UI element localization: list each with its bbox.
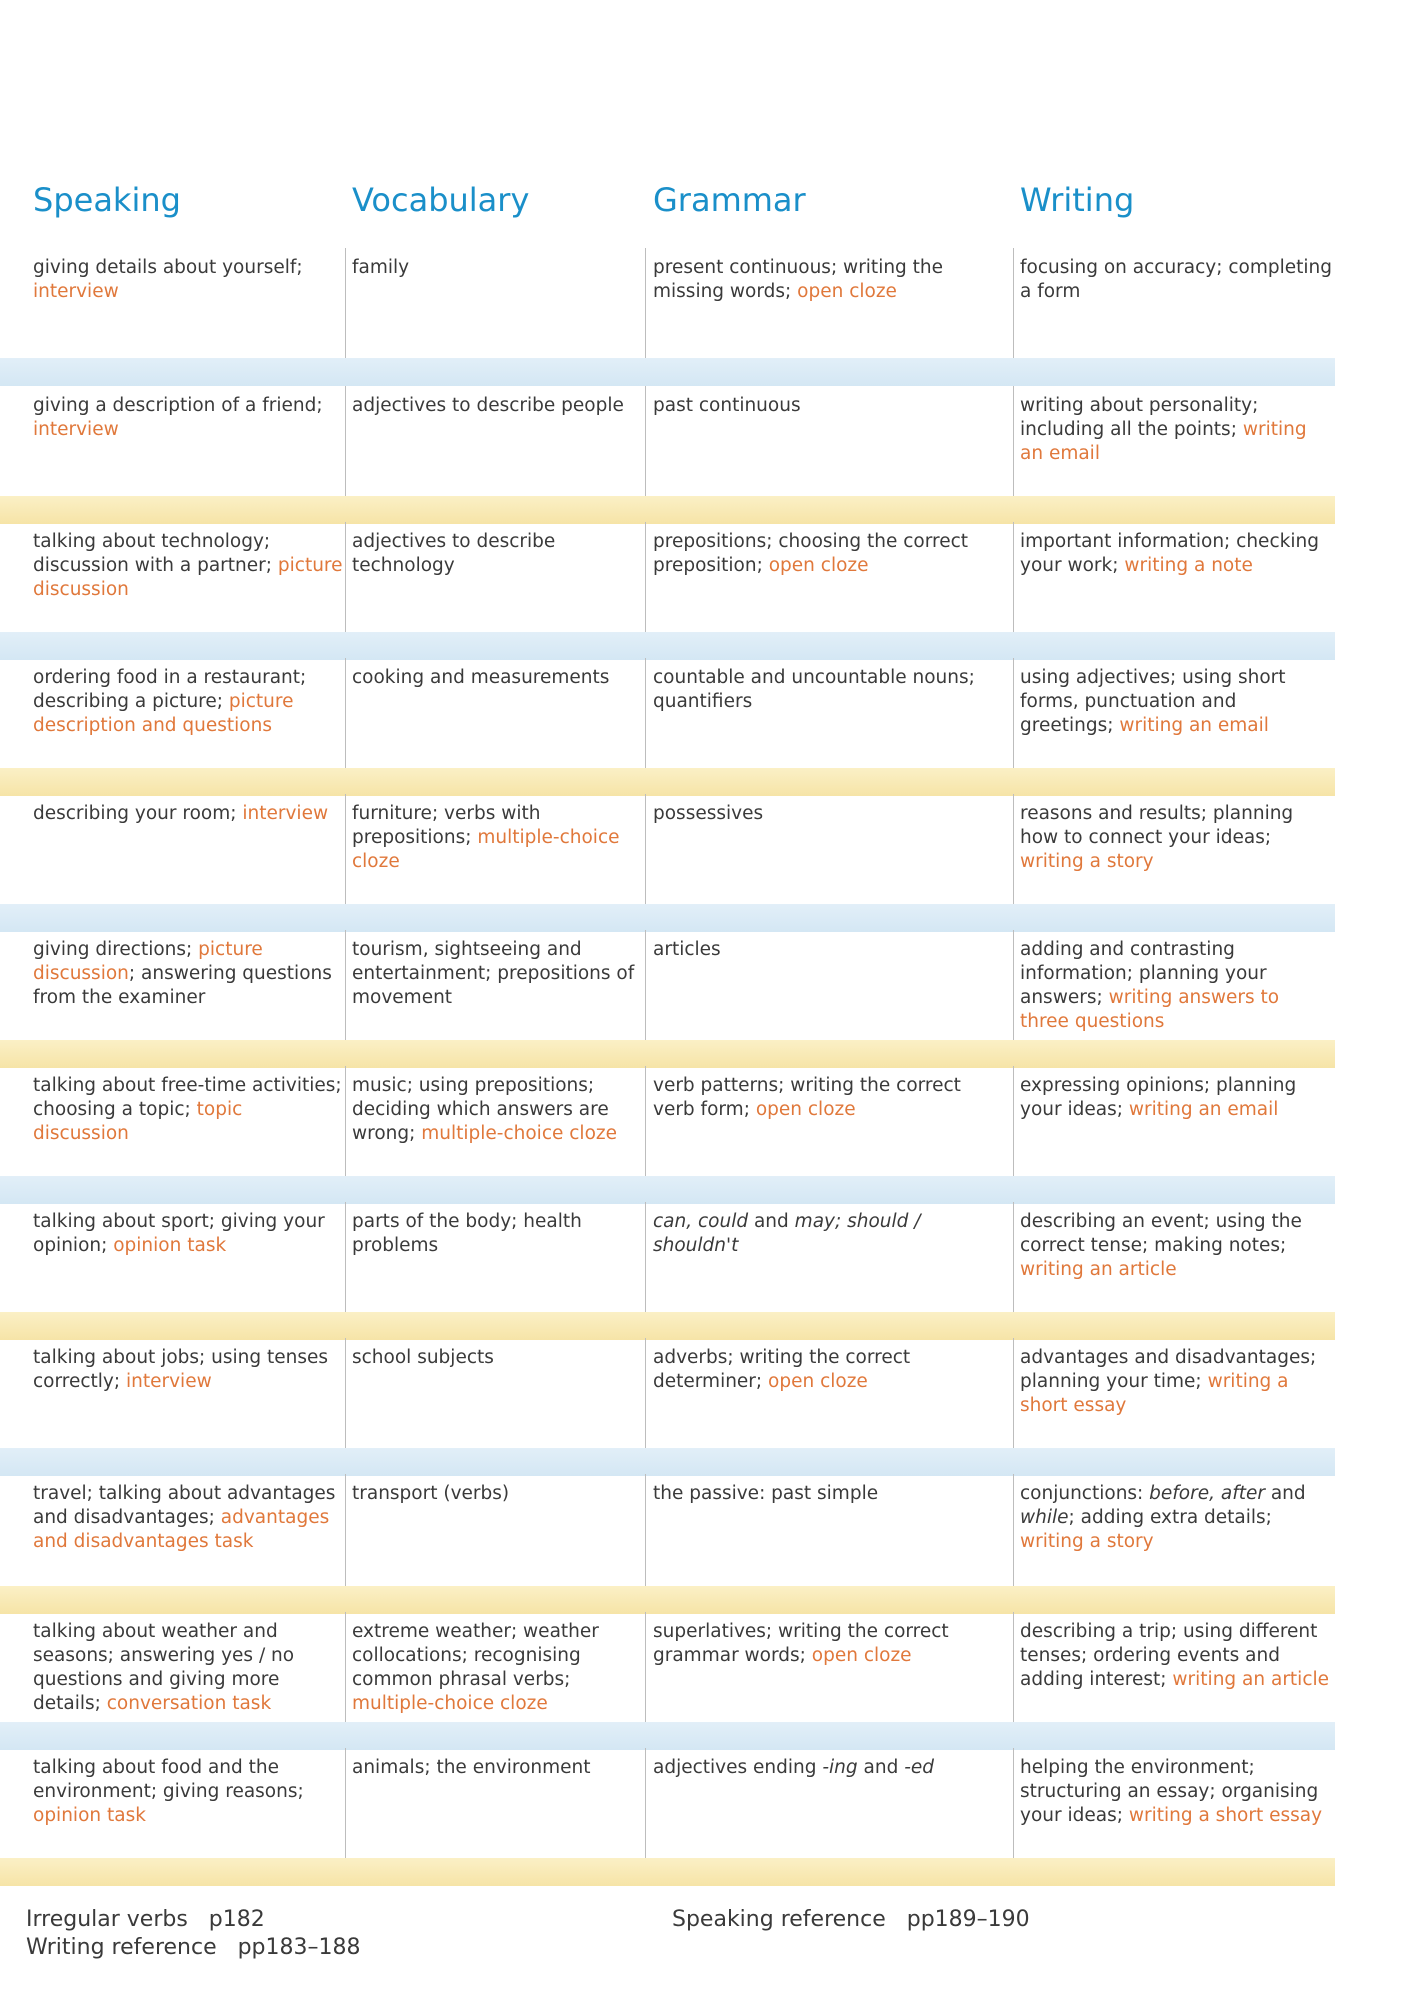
writing-cell — [1020, 938, 1332, 1034]
cell-text: transport (verbs) — [352, 1483, 510, 1504]
cell-text: present continuous; writing the missing words; — [653, 257, 944, 302]
column-divider — [1013, 1612, 1014, 1722]
cell-text: and — [748, 1211, 795, 1232]
speaking-cell — [33, 1074, 343, 1146]
exam-task: multiple-choice cloze — [352, 827, 620, 872]
speaking-cell — [33, 256, 343, 304]
grammar-cell — [653, 802, 1008, 826]
writing-cell — [1020, 1074, 1332, 1122]
exam-task: picture description and questions — [33, 691, 294, 736]
speaking-cell — [33, 1756, 343, 1828]
cell-text: parts of the body; health problems — [352, 1211, 582, 1256]
column-divider — [1013, 658, 1014, 768]
column-divider — [345, 930, 346, 1040]
exam-task: topic discussion — [33, 1099, 243, 1144]
row-separator — [0, 1586, 1335, 1614]
grammar-cell — [653, 1482, 1008, 1506]
grammar-cell — [653, 394, 1008, 418]
cell-text: talking about weather and seasons; answering yes / no questions and giving more details; — [33, 1621, 295, 1714]
cell-text: furniture; verbs with prepositions; — [352, 803, 541, 848]
vocabulary-cell — [352, 256, 637, 280]
column-divider — [345, 658, 346, 768]
grammar-cell — [653, 938, 1008, 962]
vocabulary-cell — [352, 1210, 637, 1258]
vocabulary-cell — [352, 1756, 637, 1780]
column-divider — [345, 386, 346, 496]
cell-text: adjectives to describe people — [352, 395, 624, 416]
speaking-cell — [33, 1482, 343, 1554]
cell-text: important information; checking your work; — [1020, 531, 1319, 576]
exam-task: interview — [33, 419, 119, 440]
exam-task: interview — [242, 803, 329, 824]
row-separator — [0, 358, 1335, 386]
cell-text: extreme weather; weather collocations; recognising common phrasal verbs; — [352, 1621, 599, 1690]
cell-text-after: ; answering questions from the examiner — [33, 963, 332, 1008]
cell-text: reasons and results; planning how to connect your ideas; — [1020, 803, 1294, 848]
row-separator — [0, 1040, 1335, 1068]
writing-cell — [1020, 802, 1332, 874]
exam-task: writing a short essay — [1020, 1371, 1289, 1416]
exam-task: open cloze — [768, 1371, 868, 1392]
writing-cell — [1020, 256, 1332, 304]
cell-text: possessives — [653, 803, 764, 824]
column-divider — [645, 248, 646, 358]
column-divider — [1013, 1474, 1014, 1586]
exam-task: interview — [126, 1371, 212, 1392]
column-divider — [345, 1748, 346, 1858]
cell-text: past continuous — [653, 395, 801, 416]
cell-text: adverbs; writing the correct determiner; — [653, 1347, 911, 1392]
exam-task: writing an email — [1119, 715, 1269, 736]
exam-task: writing an article — [1020, 1259, 1177, 1280]
cell-text: travel; talking about advantages and disadvantages; — [33, 1483, 336, 1528]
column-divider — [645, 1338, 646, 1448]
exam-task: opinion task — [33, 1805, 146, 1826]
speaking-cell — [33, 1210, 343, 1258]
exam-task: interview — [33, 281, 119, 302]
footer-irregular-verbs — [26, 1907, 265, 1932]
column-divider — [645, 930, 646, 1040]
cell-text: talking about free-time activities; choosing a topic; — [33, 1075, 342, 1120]
irregular-verbs-page: p182 — [208, 1907, 265, 1932]
speaking-cell — [33, 1620, 343, 1716]
header-speaking: Speaking — [33, 181, 181, 219]
column-divider — [1013, 1202, 1014, 1312]
cell-text: talking about food and the environment; giving reasons; — [33, 1757, 304, 1802]
cell-text: describing a trip; using different tenses; ordering events and adding interest; — [1020, 1621, 1318, 1690]
row-separator — [0, 768, 1335, 796]
cell-text: giving directions; — [33, 939, 193, 960]
grammar-cell — [653, 666, 1008, 714]
header-vocabulary: Vocabulary — [352, 181, 530, 219]
vocabulary-cell — [352, 802, 637, 874]
exam-task: open cloze — [755, 1099, 856, 1120]
cell-text: and — [1264, 1483, 1306, 1504]
cell-text: ordering food in a restaurant; describing a picture; — [33, 667, 307, 712]
speaking-cell — [33, 530, 343, 602]
cell-text: cooking and measurements — [352, 667, 610, 688]
column-divider — [345, 1612, 346, 1722]
cell-text: school subjects — [352, 1347, 494, 1368]
cell-text: and — [857, 1757, 905, 1778]
exam-task: picture discussion — [33, 555, 343, 600]
writing-cell — [1020, 1210, 1332, 1282]
column-divider — [345, 1202, 346, 1312]
grammar-cell — [653, 530, 1008, 578]
exam-task: multiple-choice cloze — [352, 1693, 548, 1714]
italic-term: before, after — [1149, 1483, 1265, 1504]
exam-task: writing a short essay — [1128, 1805, 1323, 1826]
writing-cell — [1020, 1482, 1332, 1554]
exam-task: writing a story — [1020, 1531, 1154, 1552]
cell-text: describing an event; using the correct tense; making notes; — [1020, 1211, 1302, 1256]
grammar-cell — [653, 1756, 1008, 1780]
exam-task: picture discussion — [33, 939, 263, 984]
italic-term: may; should / shouldn't — [653, 1211, 921, 1256]
header-writing: Writing — [1020, 181, 1135, 219]
speaking-reference-page: pp189–190 — [906, 1907, 1030, 1932]
italic-term: while — [1020, 1507, 1069, 1528]
exam-task: conversation task — [106, 1693, 272, 1714]
row-separator — [0, 1176, 1335, 1204]
column-divider — [645, 1612, 646, 1722]
exam-task: multiple-choice cloze — [421, 1123, 617, 1144]
column-divider — [345, 794, 346, 904]
writing-cell — [1020, 530, 1332, 578]
grammar-cell — [653, 1620, 1008, 1668]
cell-text: music; using prepositions; deciding which answers are wrong; — [352, 1075, 609, 1144]
row-separator — [0, 1448, 1335, 1476]
vocabulary-cell — [352, 1346, 637, 1370]
writing-reference-page: pp183–188 — [237, 1935, 361, 1960]
column-divider — [645, 1474, 646, 1586]
column-divider — [645, 658, 646, 768]
column-divider — [645, 386, 646, 496]
row-separator — [0, 1722, 1335, 1750]
exam-task: open cloze — [768, 555, 869, 576]
cell-text: family — [352, 257, 410, 278]
exam-task: open cloze — [811, 1645, 912, 1666]
exam-task: writing an email — [1128, 1099, 1279, 1120]
column-divider — [1013, 794, 1014, 904]
exam-task: writing an email — [1020, 419, 1307, 464]
cell-text: animals; the environment — [352, 1757, 591, 1778]
column-divider — [645, 1202, 646, 1312]
writing-cell — [1020, 1756, 1332, 1828]
writing-cell — [1020, 394, 1332, 466]
column-divider — [345, 522, 346, 632]
vocabulary-cell — [352, 1074, 637, 1146]
cell-text: adjectives to describe technology — [352, 531, 556, 576]
cell-text: talking about jobs; using tenses correctly; — [33, 1347, 329, 1392]
cell-text: countable and uncountable nouns; quantifiers — [653, 667, 975, 712]
row-separator — [0, 904, 1335, 932]
row-separator — [0, 1858, 1335, 1886]
cell-text: expressing opinions; planning your ideas; — [1020, 1075, 1297, 1120]
writing-cell — [1020, 1346, 1332, 1418]
speaking-cell — [33, 666, 343, 738]
column-divider — [645, 794, 646, 904]
exam-task: writing answers to three questions — [1020, 987, 1280, 1032]
column-divider — [645, 1066, 646, 1176]
column-divider — [1013, 386, 1014, 496]
vocabulary-cell — [352, 1620, 637, 1716]
cell-text: the passive: past simple — [653, 1483, 879, 1504]
cell-text: giving details about yourself; — [33, 257, 303, 278]
cell-text: talking about technology; discussion with a partner; — [33, 531, 272, 576]
cell-text: describing your room; — [33, 803, 237, 824]
cell-text: focusing on accuracy; completing a form — [1020, 257, 1332, 302]
writing-cell — [1020, 1620, 1332, 1692]
grammar-cell — [653, 1210, 1008, 1258]
column-divider — [345, 248, 346, 358]
cell-text: verb patterns; writing the correct verb form; — [653, 1075, 961, 1120]
column-divider — [1013, 248, 1014, 358]
column-divider — [1013, 1338, 1014, 1448]
italic-term: can, could — [653, 1211, 749, 1232]
speaking-cell — [33, 802, 343, 826]
grammar-cell — [653, 1074, 1008, 1122]
column-divider — [1013, 930, 1014, 1040]
speaking-cell — [33, 1346, 343, 1394]
footer-speaking-reference — [672, 1907, 1030, 1932]
exam-task: advantages and disadvantages task — [33, 1507, 330, 1552]
column-divider — [1013, 1748, 1014, 1858]
cell-text: using adjectives; using short forms, punctuation and greetings; — [1020, 667, 1286, 736]
cell-text: adjectives ending — [653, 1757, 823, 1778]
footer-writing-reference — [26, 1935, 361, 1960]
grammar-cell — [653, 256, 1008, 304]
cell-text: conjunctions: — [1020, 1483, 1150, 1504]
cell-text: articles — [653, 939, 721, 960]
irregular-verbs-label: Irregular verbs — [26, 1907, 188, 1932]
speaking-cell — [33, 394, 343, 442]
cell-text: giving a description of a friend; — [33, 395, 323, 416]
cell-text: superlatives; writing the correct grammar words; — [653, 1621, 949, 1666]
cell-text: writing about personality; including all the points; — [1020, 395, 1259, 440]
exam-task: opinion task — [113, 1235, 227, 1256]
cell-text: advantages and disadvantages; planning your time; — [1020, 1347, 1317, 1392]
column-divider — [645, 1748, 646, 1858]
exam-task: writing a note — [1124, 555, 1253, 576]
exam-task: open cloze — [797, 281, 897, 302]
header-grammar: Grammar — [653, 181, 806, 219]
row-separator — [0, 1312, 1335, 1340]
cell-text: helping the environment; structuring an essay; organising your ideas; — [1020, 1757, 1319, 1826]
column-divider — [645, 522, 646, 632]
vocabulary-cell — [352, 394, 637, 418]
cell-text: talking about sport; giving your opinion; — [33, 1211, 325, 1256]
vocabulary-cell — [352, 1482, 637, 1506]
vocabulary-cell — [352, 530, 637, 578]
cell-text: tourism, sightseeing and entertainment; prepositions of movement — [352, 939, 635, 1008]
italic-term: -ing — [822, 1757, 858, 1778]
vocabulary-cell — [352, 938, 637, 1010]
cell-text: adding and contrasting information; planning your answers; — [1020, 939, 1267, 1008]
cell-text: prepositions; choosing the correct preposition; — [653, 531, 969, 576]
exam-task: writing a story — [1020, 851, 1154, 872]
writing-cell — [1020, 666, 1332, 738]
cell-text: ; adding extra details; — [1068, 1507, 1272, 1528]
column-divider — [345, 1474, 346, 1586]
vocabulary-cell — [352, 666, 637, 690]
row-separator — [0, 632, 1335, 660]
column-divider — [345, 1338, 346, 1448]
column-divider — [1013, 522, 1014, 632]
column-divider — [345, 1066, 346, 1176]
exam-task: writing an article — [1172, 1669, 1330, 1690]
column-divider — [1013, 1066, 1014, 1176]
speaking-reference-label: Speaking reference — [672, 1907, 886, 1932]
italic-term: -ed — [904, 1757, 935, 1778]
writing-reference-label: Writing reference — [26, 1935, 217, 1960]
speaking-cell — [33, 938, 343, 1010]
row-separator — [0, 496, 1335, 524]
grammar-cell — [653, 1346, 1008, 1394]
